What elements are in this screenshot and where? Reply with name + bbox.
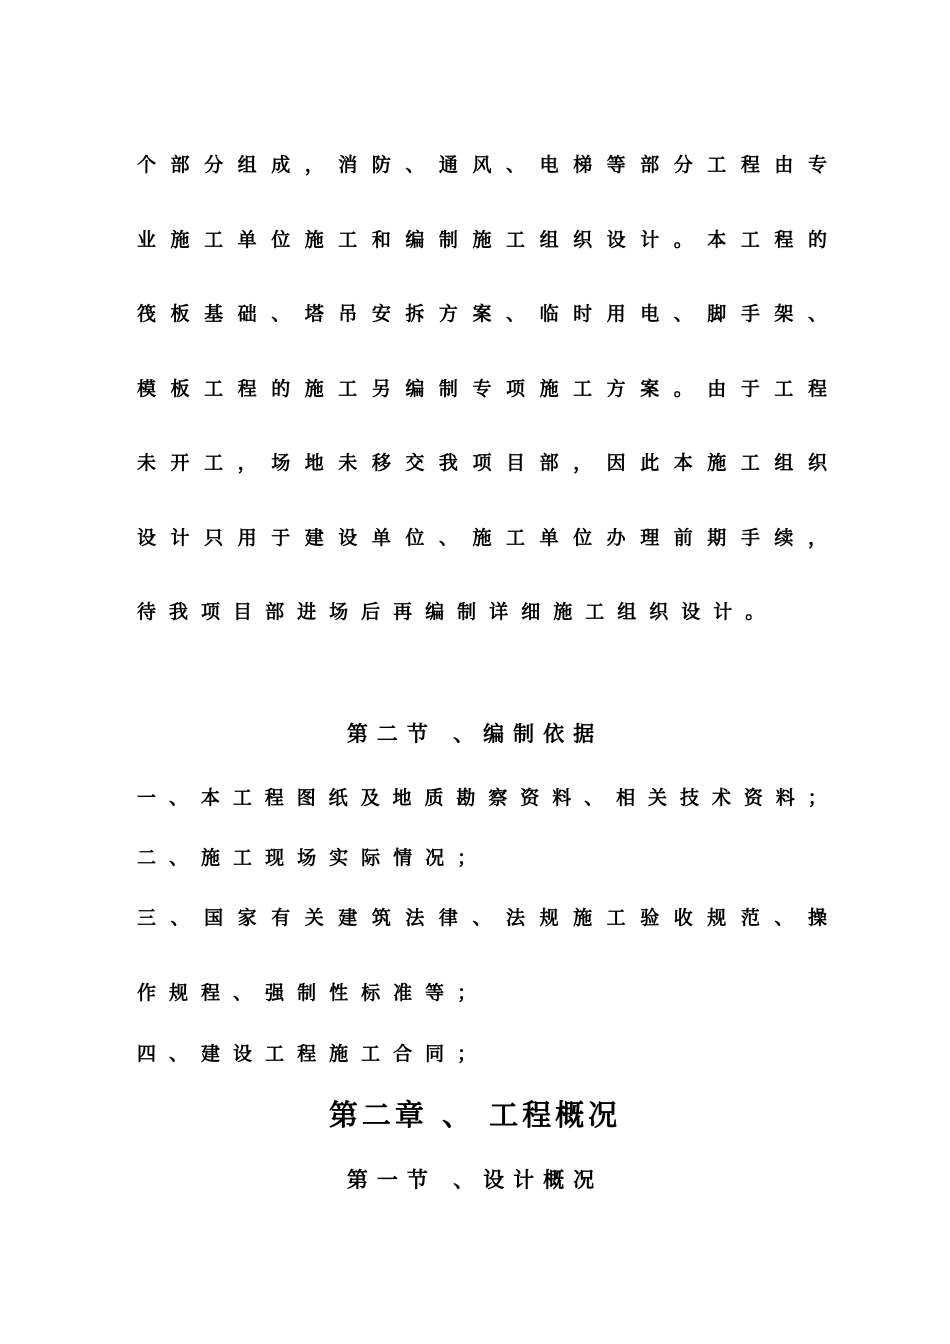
text-glyph: 察: [488, 786, 508, 809]
text-glyph: 专: [807, 153, 827, 176]
text-glyph: 操: [807, 906, 827, 929]
text-glyph: 施: [170, 228, 190, 251]
text-glyph: 只: [204, 526, 224, 549]
text-glyph: 我: [169, 600, 189, 623]
text-glyph: 工: [506, 526, 526, 549]
text-glyph: 未: [137, 451, 157, 474]
text-glyph: 理: [640, 526, 660, 549]
text-glyph: 设: [606, 228, 626, 251]
text-glyph: 家: [237, 906, 257, 929]
paragraph-line: [137, 372, 827, 402]
text-glyph: 单: [371, 526, 391, 549]
text-glyph: 消: [338, 153, 358, 176]
text-glyph: 料: [552, 786, 572, 809]
text-glyph: 时: [573, 302, 593, 325]
paragraph-line: [137, 595, 827, 625]
text-glyph: 后: [361, 600, 381, 623]
text-glyph: 工: [361, 1042, 381, 1065]
paragraph-line: [137, 446, 827, 476]
text-glyph: 图: [296, 786, 316, 809]
text-glyph: 此: [640, 451, 660, 474]
text-glyph: 施: [201, 846, 221, 869]
text-glyph: 规: [707, 906, 727, 929]
text-glyph: 编: [405, 228, 425, 251]
text-glyph: 业: [137, 228, 157, 251]
text-glyph: 技: [679, 786, 699, 809]
text-glyph: 电: [539, 153, 559, 176]
text-glyph: 筏: [137, 302, 157, 325]
text-glyph: 程: [807, 377, 827, 400]
text-glyph: 工: [740, 451, 760, 474]
text-glyph: 场: [271, 451, 291, 474]
text-glyph: 规: [539, 906, 559, 929]
text-glyph: 程: [264, 786, 284, 809]
text-glyph: 计: [713, 600, 733, 623]
text-glyph: 工: [338, 228, 358, 251]
text-glyph: 织: [649, 600, 669, 623]
text-glyph: 防: [371, 153, 391, 176]
text-glyph: 收: [673, 906, 693, 929]
text-glyph: 建: [338, 906, 358, 929]
paragraph-line: [137, 148, 827, 178]
text-glyph: 用: [237, 526, 257, 549]
text-glyph: 准: [393, 981, 413, 1004]
text-glyph: 、: [169, 846, 189, 869]
text-glyph: 程: [201, 981, 221, 1004]
text-glyph: 工: [233, 846, 253, 869]
text-glyph: 制: [457, 600, 477, 623]
text-glyph: 资: [743, 786, 763, 809]
text-glyph: 况: [425, 846, 445, 869]
text-glyph: 专: [472, 377, 492, 400]
text-glyph: 础: [237, 302, 257, 325]
text-glyph: 方: [606, 377, 626, 400]
text-glyph: 板: [170, 302, 190, 325]
text-glyph: 办: [606, 526, 626, 549]
text-glyph: 项: [201, 600, 221, 623]
text-glyph: 计: [640, 228, 660, 251]
text-glyph: 筑: [371, 906, 391, 929]
text-glyph: 期: [707, 526, 727, 549]
text-glyph: 部: [539, 451, 559, 474]
text-glyph: 个: [137, 153, 157, 176]
text-glyph: 情: [393, 846, 413, 869]
text-glyph: 、: [271, 302, 291, 325]
text-glyph: 合: [393, 1042, 413, 1065]
text-glyph: 梯: [573, 153, 593, 176]
text-glyph: 手: [740, 302, 760, 325]
text-glyph: 设: [681, 600, 701, 623]
text-glyph: 性: [329, 981, 349, 1004]
text-glyph: 现: [265, 846, 285, 869]
text-glyph: 位: [573, 526, 593, 549]
text-glyph: 织: [807, 451, 827, 474]
text-glyph: 部: [640, 153, 660, 176]
text-glyph: 相: [616, 786, 636, 809]
text-glyph: 未: [338, 451, 358, 474]
text-glyph: 设: [233, 1042, 253, 1065]
text-glyph: 、: [168, 786, 188, 809]
text-glyph: ；: [807, 786, 827, 809]
text-glyph: 施: [553, 600, 573, 623]
text-glyph: 的: [271, 377, 291, 400]
text-glyph: 组: [617, 600, 637, 623]
text-glyph: 范: [740, 906, 760, 929]
text-glyph: 分: [204, 153, 224, 176]
text-glyph: 勘: [456, 786, 476, 809]
text-glyph: 位: [405, 526, 425, 549]
text-glyph: 关: [304, 906, 324, 929]
text-glyph: 资: [520, 786, 540, 809]
text-glyph: 施: [472, 228, 492, 251]
basis-line: [137, 781, 827, 811]
text-glyph: 制: [297, 981, 317, 1004]
text-glyph: 国: [204, 906, 224, 929]
text-glyph: 组: [237, 153, 257, 176]
text-glyph: 分: [673, 153, 693, 176]
text-glyph: 我: [438, 451, 458, 474]
text-glyph: 手: [740, 526, 760, 549]
text-glyph: 的: [807, 228, 827, 251]
text-glyph: 组: [774, 451, 794, 474]
text-glyph: 律: [438, 906, 458, 929]
text-glyph: 工: [707, 153, 727, 176]
text-glyph: 工: [606, 906, 626, 929]
text-glyph: 、: [170, 906, 190, 929]
text-glyph: 工: [265, 1042, 285, 1065]
text-glyph: 目: [506, 451, 526, 474]
text-glyph: 于: [271, 526, 291, 549]
text-glyph: 工: [204, 228, 224, 251]
text-glyph: 、: [506, 302, 526, 325]
text-glyph: 用: [606, 302, 626, 325]
text-glyph: 案: [640, 377, 660, 400]
text-glyph: 工: [338, 377, 358, 400]
text-glyph: 一: [137, 786, 157, 809]
text-glyph: 。: [673, 228, 693, 251]
text-glyph: 作: [137, 981, 157, 1004]
section-heading: 第二节 、编制依据: [346, 722, 604, 746]
text-glyph: 工: [573, 377, 593, 400]
text-glyph: 、: [405, 153, 425, 176]
text-glyph: 本: [707, 228, 727, 251]
text-glyph: 、: [774, 906, 794, 929]
text-glyph: 、: [472, 906, 492, 929]
basis-line: [137, 841, 827, 871]
text-glyph: 设: [338, 526, 358, 549]
text-glyph: ；: [457, 1042, 477, 1065]
text-glyph: 、: [506, 153, 526, 176]
text-glyph: 、: [807, 302, 827, 325]
basis-line: [137, 901, 827, 931]
paragraph-line: [137, 521, 827, 551]
text-glyph: 项: [506, 377, 526, 400]
text-glyph: 模: [137, 377, 157, 400]
text-glyph: 组: [539, 228, 559, 251]
text-glyph: ，: [573, 451, 593, 474]
text-glyph: 前: [673, 526, 693, 549]
text-glyph: 地: [392, 786, 412, 809]
text-glyph: 续: [774, 526, 794, 549]
text-glyph: 程: [237, 377, 257, 400]
text-glyph: 由: [774, 153, 794, 176]
text-glyph: 案: [472, 302, 492, 325]
text-glyph: 工: [204, 377, 224, 400]
text-glyph: 施: [304, 377, 324, 400]
text-glyph: 和: [371, 228, 391, 251]
text-glyph: 施: [472, 526, 492, 549]
text-glyph: 移: [371, 451, 391, 474]
text-glyph: 单: [539, 526, 559, 549]
text-glyph: 板: [170, 377, 190, 400]
text-glyph: 细: [521, 600, 541, 623]
text-glyph: 工: [740, 228, 760, 251]
text-glyph: ；: [457, 981, 477, 1004]
text-glyph: 强: [265, 981, 285, 1004]
text-glyph: 吊: [338, 302, 358, 325]
text-glyph: ；: [457, 846, 477, 869]
text-glyph: 程: [774, 228, 794, 251]
text-glyph: 目: [233, 600, 253, 623]
text-glyph: 标: [361, 981, 381, 1004]
text-glyph: 程: [740, 153, 760, 176]
text-glyph: 再: [393, 600, 413, 623]
basis-line: [137, 976, 827, 1006]
text-glyph: 拆: [405, 302, 425, 325]
text-glyph: 际: [361, 846, 381, 869]
text-glyph: 建: [201, 1042, 221, 1065]
text-glyph: 制: [438, 228, 458, 251]
text-glyph: 施: [539, 377, 559, 400]
text-glyph: 工: [585, 600, 605, 623]
text-glyph: 术: [711, 786, 731, 809]
basis-line: [137, 1037, 827, 1067]
text-glyph: 、: [233, 981, 253, 1004]
text-glyph: 基: [204, 302, 224, 325]
text-glyph: 另: [371, 377, 391, 400]
text-glyph: 法: [506, 906, 526, 929]
text-glyph: 编: [425, 600, 445, 623]
chapter-heading: 第二章 、 工程概况: [328, 1098, 622, 1132]
text-glyph: 工: [204, 451, 224, 474]
text-glyph: 施: [573, 906, 593, 929]
text-glyph: 详: [489, 600, 509, 623]
text-glyph: 及: [360, 786, 380, 809]
text-glyph: 施: [304, 228, 324, 251]
text-glyph: 交: [405, 451, 425, 474]
text-glyph: 计: [170, 526, 190, 549]
text-glyph: 本: [200, 786, 220, 809]
text-glyph: 方: [438, 302, 458, 325]
text-glyph: 、: [584, 786, 604, 809]
text-glyph: 有: [271, 906, 291, 929]
text-glyph: 进: [297, 600, 317, 623]
text-glyph: 脚: [707, 302, 727, 325]
section-heading: 第一节 、设计概况: [346, 1168, 604, 1192]
text-glyph: 电: [640, 302, 660, 325]
text-glyph: 开: [170, 451, 190, 474]
text-glyph: 三: [137, 906, 157, 929]
text-glyph: 待: [137, 600, 157, 623]
text-glyph: 于: [740, 377, 760, 400]
text-glyph: 临: [539, 302, 559, 325]
text-glyph: 部: [170, 153, 190, 176]
text-glyph: 项: [472, 451, 492, 474]
text-glyph: 、: [673, 302, 693, 325]
text-glyph: 成: [271, 153, 291, 176]
text-glyph: 通: [438, 153, 458, 176]
text-glyph: 验: [640, 906, 660, 929]
text-glyph: 法: [405, 906, 425, 929]
text-glyph: 二: [137, 846, 157, 869]
text-glyph: 建: [304, 526, 324, 549]
text-glyph: 场: [329, 600, 349, 623]
paragraph-line: [137, 223, 827, 253]
text-glyph: 四: [137, 1042, 157, 1065]
text-glyph: 、: [438, 526, 458, 549]
text-glyph: 等: [425, 981, 445, 1004]
text-glyph: 工: [232, 786, 252, 809]
text-glyph: 同: [425, 1042, 445, 1065]
text-glyph: 施: [329, 1042, 349, 1065]
text-glyph: 编: [405, 377, 425, 400]
text-glyph: 制: [438, 377, 458, 400]
text-glyph: 部: [265, 600, 285, 623]
text-glyph: 由: [707, 377, 727, 400]
text-glyph: 织: [573, 228, 593, 251]
text-glyph: 施: [707, 451, 727, 474]
text-glyph: 程: [297, 1042, 317, 1065]
text-glyph: ，: [807, 526, 827, 549]
text-glyph: 安: [371, 302, 391, 325]
text-glyph: 工: [774, 377, 794, 400]
text-glyph: ，: [304, 153, 324, 176]
text-glyph: 。: [745, 600, 765, 623]
text-glyph: 架: [774, 302, 794, 325]
text-glyph: 关: [648, 786, 668, 809]
text-glyph: 单: [237, 228, 257, 251]
text-glyph: 场: [297, 846, 317, 869]
text-glyph: 塔: [304, 302, 324, 325]
text-glyph: 、: [169, 1042, 189, 1065]
text-glyph: 位: [271, 228, 291, 251]
text-glyph: 规: [169, 981, 189, 1004]
text-glyph: 等: [606, 153, 626, 176]
text-glyph: 料: [775, 786, 795, 809]
text-glyph: 。: [673, 377, 693, 400]
paragraph-line: [137, 297, 827, 327]
text-glyph: 质: [424, 786, 444, 809]
text-glyph: 地: [304, 451, 324, 474]
text-glyph: 本: [673, 451, 693, 474]
text-glyph: 风: [472, 153, 492, 176]
text-glyph: 因: [606, 451, 626, 474]
text-glyph: 设: [137, 526, 157, 549]
text-glyph: 纸: [328, 786, 348, 809]
text-glyph: ，: [237, 451, 257, 474]
text-glyph: 工: [506, 228, 526, 251]
text-glyph: 实: [329, 846, 349, 869]
